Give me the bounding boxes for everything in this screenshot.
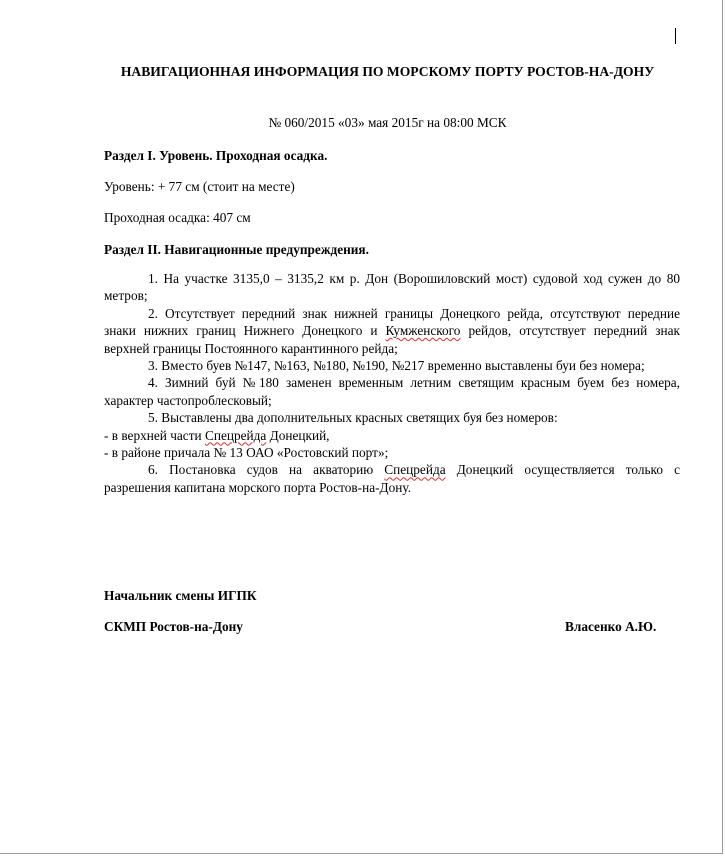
item-6-suffix: Донецкий осуществляется только с разрешения капитана морского порта Ростов-на-Дону. — [104, 462, 680, 495]
sub-a-suffix: Донецкий, — [266, 427, 330, 443]
signature-organization: СКМП Ростов-на-Дону — [104, 619, 243, 634]
draft-line: Проходная осадка: 407 см — [104, 210, 251, 225]
warning-item-5-sub-a — [104, 427, 680, 444]
spellcheck-word: Кумженского — [385, 323, 461, 339]
spellcheck-word: Спецрейда — [204, 427, 267, 443]
warning-item-4: 4. Зимний буй №180 заменен временным летним светящим красным буем без номера, характер частопроблесковый; — [104, 375, 680, 408]
warning-item-2-text-a: 2. Отсутствует передний знак нижней границы Донецкого рейда, отсутствуют передние знаки нижних границ Нижнего Донецкого и — [104, 305, 680, 339]
signature-name: Власенко А.Ю. — [565, 619, 657, 634]
warning-item-5: 5. Выставлены два дополнительных красных светящих буя без номеров: — [148, 410, 558, 426]
warning-item-2 — [104, 305, 680, 357]
level-line: Уровень: + 77 см (стоит на месте) — [104, 179, 295, 194]
signature-position: Начальник смены ИГПК — [104, 588, 257, 603]
text-cursor — [675, 28, 676, 44]
item-6-prefix: 6. Постановка судов на акваторию — [148, 462, 385, 478]
document-title: НАВИГАЦИОННАЯ ИНФОРМАЦИЯ ПО МОРСКОМУ ПОРТУ РОСТОВ-НА-ДОНУ — [120, 64, 655, 79]
warning-item-6 — [104, 461, 680, 496]
section-1-heading: Раздел I. Уровень. Проходная осадка. — [104, 148, 328, 163]
section-2-heading: Раздел II. Навигационные предупреждения. — [104, 242, 369, 257]
warning-item-5-sub-b: - в районе причала № 13 ОАО «Ростовский порт»; — [104, 445, 389, 461]
warnings-list — [104, 270, 680, 496]
spellcheck-word: Спецрейда — [384, 462, 446, 478]
warning-item-1: 1. На участке 3135,0 – 3135,2 км р. Дон (Ворошиловский мост) судовой ход сужен до 80 метров; — [104, 271, 680, 304]
warning-item-2-text-b: рейдов, отсутствует передний знак верхней границы Постоянного карантинного рейда; — [104, 323, 681, 356]
warning-item-3: 3. Вместо буев №147, №163, №180, №190, №217 временно выставлены буи без номера; — [148, 358, 645, 374]
sub-a-prefix: - в верхней части — [104, 427, 205, 443]
document-subtitle: № 060/2015 «03» мая 2015г на 08:00 МСК — [268, 115, 507, 130]
